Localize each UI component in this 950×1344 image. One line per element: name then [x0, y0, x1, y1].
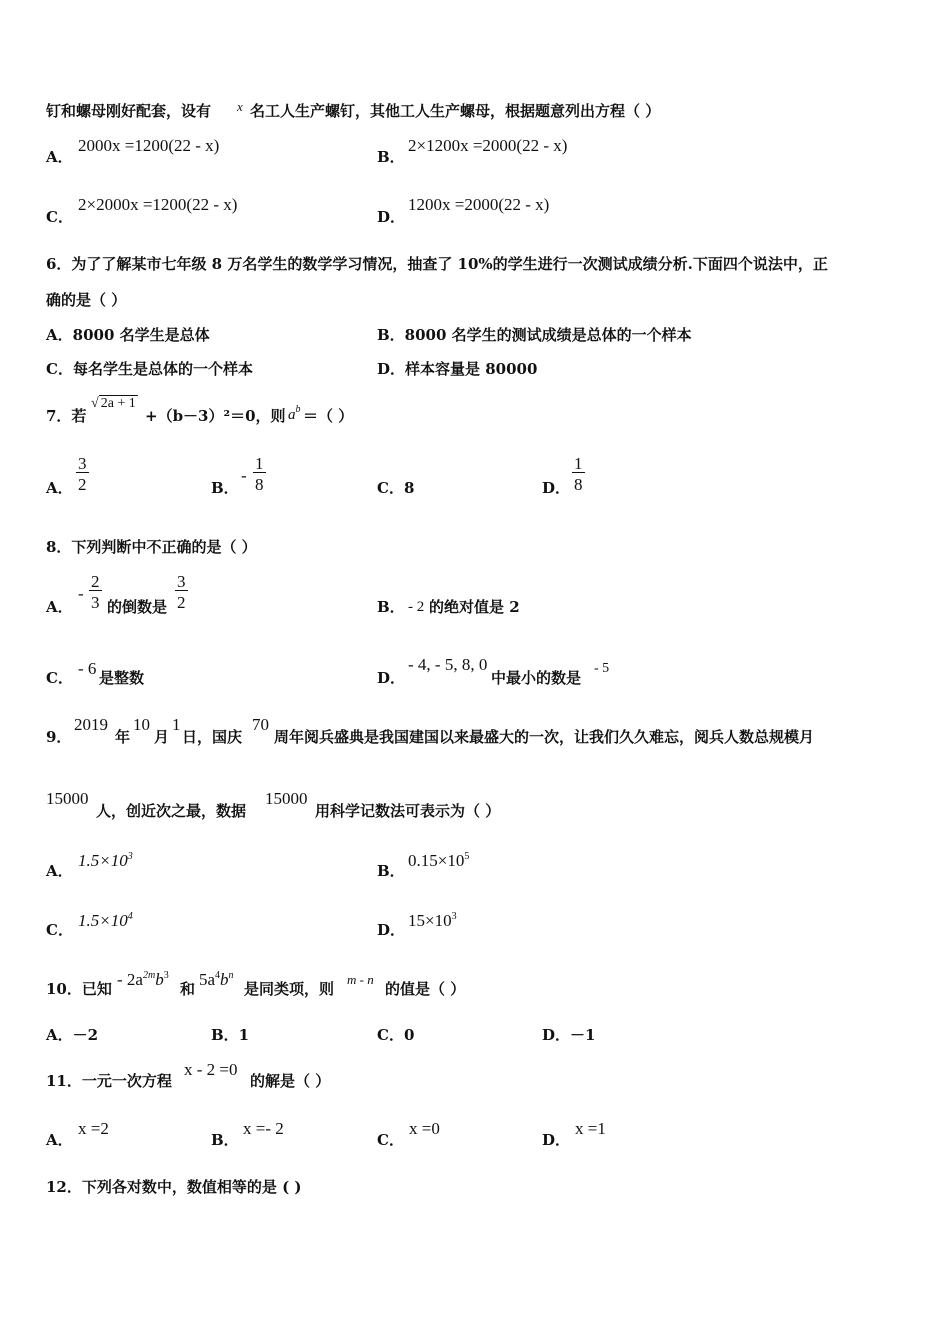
q9-anniversary: 70	[252, 715, 269, 734]
q9-text-main: 周年阅兵盛典是我国建国以来最盛大的一次，让我们久久难忘，阅兵人数总规模月	[274, 728, 815, 746]
q11-option-a-label: A．	[46, 1131, 73, 1149]
q11-stem-prefix: 11．一元一次方程	[46, 1072, 172, 1090]
q9-option-c-expr: $1.5\times 10^4$	[78, 911, 133, 930]
q10-stem-suffix: 的值是（ ）	[385, 980, 466, 998]
q9-year: 2019	[74, 715, 108, 734]
q10-option-d: D．－1	[542, 1026, 596, 1044]
q10-option-a: A．－2	[46, 1026, 99, 1044]
q9-option-a-label: A．	[46, 862, 73, 880]
q8-option-b-label: B．	[377, 598, 405, 616]
q7-option-a-label: A．	[46, 479, 73, 497]
q7-stem-middle: +（b－3）²＝0，则	[145, 407, 286, 425]
q9-option-b-label: B．	[377, 862, 405, 880]
q11-option-b-expr: x =- 2	[243, 1119, 284, 1138]
q8-option-b-expr: - 2	[408, 599, 425, 615]
q6-option-b: B．8000 名学生的测试成绩是总体的一个样本	[377, 326, 692, 344]
q8-option-d-label: D．	[377, 669, 406, 687]
q7-option-d-label: D．	[542, 479, 571, 497]
q9-text-month: 月	[154, 728, 170, 746]
q10-expression: m - n	[347, 972, 374, 987]
q10-stem-middle: 是同类项，则	[244, 980, 335, 998]
q10-term2: $5a^4b^n$	[199, 970, 234, 989]
q9-count2: 15000	[265, 789, 308, 808]
q8-option-c-expr: - 6	[78, 659, 97, 678]
q11-option-a-expr: x =2	[78, 1119, 109, 1138]
q10-text-and: 和	[180, 980, 196, 998]
q9-day: 1	[172, 715, 181, 734]
q11-option-c-label: C．	[377, 1131, 404, 1149]
q7-option-b-label: B．	[211, 479, 239, 497]
q7-option-b-sign: -	[241, 466, 247, 485]
q6-option-c: C．每名学生是总体的一个样本	[46, 360, 253, 378]
q8-stem: 8．下列判断中不正确的是（ ）	[46, 538, 257, 556]
q7-stem-prefix: 7．若	[46, 407, 87, 425]
q9-month: 10	[133, 715, 150, 734]
q7-stem-suffix: ＝（ ）	[303, 407, 354, 425]
q6-option-d: D．样本容量是 80000	[377, 360, 538, 378]
q11-option-b-label: B．	[211, 1131, 239, 1149]
q12-stem: 12．下列各对数中，数值相等的是 ( )	[46, 1178, 302, 1196]
q11-option-d-label: D．	[542, 1131, 571, 1149]
q9-number: 9．	[46, 728, 72, 746]
q8-option-a-label: A．	[46, 598, 73, 616]
q8-option-a-text: 的倒数是	[107, 598, 168, 616]
q8-option-c-label: C．	[46, 669, 73, 687]
q7-radicand: 2a + 1	[100, 396, 136, 411]
q9-option-c-label: C．	[46, 921, 73, 939]
q7-option-c: C．8	[377, 479, 415, 497]
q5-option-b-label: B．	[377, 148, 405, 166]
q9-text-question: 用科学记数法可表示为（ ）	[315, 802, 501, 820]
q6-option-a: A．8000 名学生是总体	[46, 326, 210, 344]
q8-option-d-expr: - 4, - 5, 8, 0	[408, 655, 488, 674]
q8-option-a-fraction2: $\frac{3}{2}$	[177, 572, 186, 612]
q11-stem-suffix: 的解是（ ）	[250, 1072, 331, 1090]
q7-option-d-fraction: $\frac{1}{8}$	[574, 454, 583, 494]
q7-power-base: $a^b$	[288, 404, 301, 423]
q5-option-b-expr: 2×1200x =2000(22 - x)	[408, 136, 568, 155]
q8-option-a-sign: -	[78, 584, 84, 603]
q5-option-c-expr: 2×2000x =1200(22 - x)	[78, 195, 238, 214]
q6-stem-line1: 6．为了了解某市七年级 8 万名学生的数学学习情况，抽查了 10%的学生进行一次测试成绩分析.下面四个说法中，正	[46, 255, 828, 273]
q8-option-b-text: 的绝对值是 2	[429, 598, 520, 616]
q5-option-c-label: C．	[46, 208, 73, 226]
q9-text-year: 年	[115, 728, 131, 746]
q10-stem-prefix: 10．已知	[46, 980, 112, 998]
q5-stem-part1: 钉和螺母刚好配套，设有	[46, 102, 212, 120]
q9-option-d-expr: $15\times 10^3$	[408, 911, 457, 930]
q10-term1: - $2a^{2m}b^3$	[117, 970, 169, 989]
q7-power-exp: b	[295, 404, 301, 415]
q8-option-d-expr2: - 5	[594, 661, 610, 676]
q9-text-count: 人，创近次之最，数据	[96, 802, 247, 820]
q10-option-b: B．1	[211, 1026, 250, 1044]
q10-option-c: C．0	[377, 1026, 415, 1044]
q5-stem-part2: 名工人生产螺钉，其他工人生产螺母，根据题意列出方程（ ）	[250, 102, 661, 120]
q11-option-d-expr: x =1	[575, 1119, 606, 1138]
q9-text-day: 日，国庆	[182, 728, 243, 746]
q5-option-d-label: D．	[377, 208, 406, 226]
q5-option-a-expr: 2000x =1200(22 - x)	[78, 136, 220, 155]
q6-stem-line2: 确的是（ ）	[46, 291, 127, 309]
q5-stem-variable: x	[237, 99, 243, 114]
q8-option-c-text: 是整数	[99, 669, 145, 687]
q9-count: 15000	[46, 789, 89, 808]
q5-option-d-expr: 1200x =2000(22 - x)	[408, 195, 550, 214]
q7-option-a-fraction: $\frac{3}{2}$	[78, 454, 87, 494]
q9-option-a-expr: $1.5\times 10^3$	[78, 851, 133, 870]
q9-option-d-label: D．	[377, 921, 406, 939]
q8-option-a-fraction1: $\frac{2}{3}$	[91, 572, 100, 612]
q7-option-b-fraction: $\frac{1}{8}$	[255, 454, 264, 494]
q8-option-d-text: 中最小的数是	[491, 669, 582, 687]
q9-option-b-expr: $0.15\times 10^5$	[408, 851, 470, 870]
q11-equation: x - 2 =0	[184, 1060, 238, 1079]
q7-sqrt-expression: √ 2a + 1	[91, 396, 136, 411]
q5-option-a-label: A．	[46, 148, 73, 166]
q11-option-c-expr: x =0	[409, 1119, 440, 1138]
